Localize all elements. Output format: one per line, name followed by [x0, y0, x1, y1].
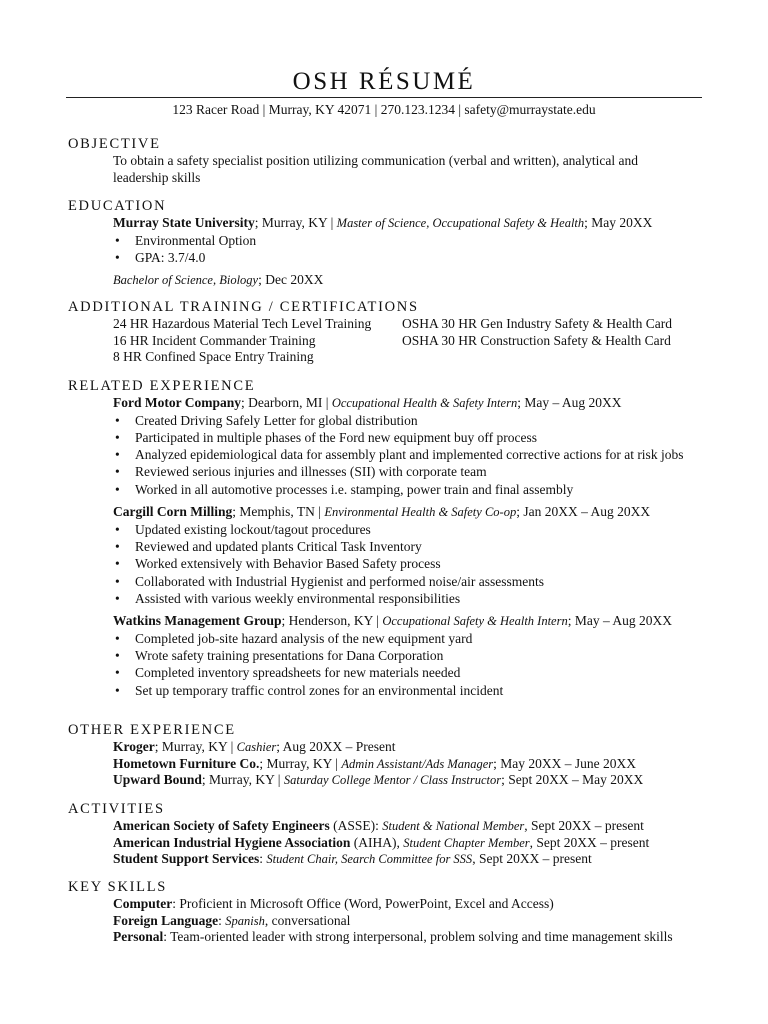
activity-abbr: (AIHA), [350, 834, 404, 850]
certification-item: OSHA 30 HR Construction Safety & Health Card [402, 332, 671, 348]
job-bullet: • Reviewed serious injuries and illnesses (SII) with corporate team [113, 463, 718, 480]
activity-dates: , Sept 20XX – present [529, 834, 650, 850]
other-item-role: Cashier [236, 740, 277, 754]
job-header [113, 395, 718, 412]
activity-item [113, 851, 718, 868]
job-role: Environmental Health & Safety Co-op [324, 505, 517, 520]
other-item-role: Saturday College Mentor / Class Instructor [283, 773, 502, 788]
page-title: OSH RÉSUMÉ [292, 68, 476, 95]
skill-text: , conversational [264, 912, 351, 928]
experience-section [68, 377, 718, 699]
job-location: ; Memphis, TN | [232, 504, 325, 520]
education-bullet: • GPA: 3.7/4.0 [113, 249, 718, 266]
education-heading: EDUCATION [68, 198, 167, 214]
job-dates: ; May – Aug 20XX [517, 395, 622, 410]
experience-heading: RELATED EXPERIENCE [68, 378, 256, 394]
skill-language [113, 913, 718, 930]
other-item-dates: ; May 20XX – June 20XX [493, 755, 637, 771]
activity-role: Student Chapter Member [403, 835, 530, 850]
job-bullet: • Collaborated with Industrial Hygienist and performed noise/air assessments [113, 573, 718, 590]
other-item-location: ; Murray, KY | [201, 772, 284, 788]
job-company: Cargill Corn Milling [113, 504, 233, 520]
skill-label: Computer [113, 896, 173, 911]
other-item [113, 756, 718, 773]
job-company: Watkins Management Group [113, 613, 282, 629]
other-item-name: Kroger [113, 739, 155, 754]
degree-title: Master of Science, Occupational Safety & Health [336, 216, 585, 230]
job-role: Occupational Health & Safety Intern [331, 396, 518, 410]
other-item-name: Upward Bound [113, 772, 202, 788]
activity-role: Student Chair, Search Committee for SSS [266, 852, 473, 867]
job-bullet: • Reviewed and updated plants Critical Task Inventory [113, 538, 718, 555]
certification-item: OSHA 30 HR Gen Industry Safety & Health Card [402, 316, 672, 331]
training-section [68, 298, 718, 366]
education-bullet: • Environmental Option [113, 232, 718, 249]
activity-name: American Society of Safety Engineers [113, 818, 330, 833]
skill-label: Foreign Language [113, 912, 219, 928]
activity-item [113, 835, 718, 852]
job-bullet: • Worked extensively with Behavior Based Safety process [113, 555, 718, 572]
job-bullet: • Updated existing lockout/tagout procedures [113, 521, 718, 538]
job-header [113, 504, 718, 521]
job-bullet: • Assisted with various weekly environmental responsibilities [113, 590, 718, 607]
other-item-dates: ; Sept 20XX – May 20XX [501, 772, 644, 788]
contact-line: 123 Racer Road | Murray, KY 42071 | 270.123.1234 | safety@murraystate.edu [172, 102, 596, 117]
activities-heading: ACTIVITIES [68, 801, 165, 817]
other-item-name: Hometown Furniture Co. [113, 755, 260, 771]
objective-line-2: leadership skills [113, 169, 201, 185]
skill-text: : Team-oriented leader with strong interpersonal, problem solving and time management skills [163, 929, 673, 945]
other-item [113, 772, 718, 789]
job-dates: ; Jan 20XX – Aug 20XX [516, 504, 651, 520]
skill-language-value: Spanish [225, 913, 265, 928]
training-heading: ADDITIONAL TRAINING / CERTIFICATIONS [68, 299, 419, 315]
bachelor-degree: Bachelor of Science, Biology [113, 273, 259, 288]
other-item-role: Admin Assistant/Ads Manager [341, 756, 494, 771]
school-location: ; Murray, KY | [254, 215, 337, 230]
bachelor-entry [113, 272, 718, 289]
activity-name: Student Support Services [113, 851, 260, 867]
job-role: Occupational Safety & Health Intern [382, 614, 568, 629]
other-item-dates: ; Aug 20XX – Present [276, 739, 396, 754]
skill-separator: : [218, 912, 226, 928]
activity-dates: , Sept 20XX – present [524, 818, 644, 833]
objective-line-1: To obtain a safety specialist position utilizing communication (verbal and written), analytical and [113, 153, 639, 168]
skill-computer [113, 896, 718, 913]
skills-heading: KEY SKILLS [68, 879, 168, 895]
job-bullet: • Set up temporary traffic control zones for an environmental incident [113, 682, 718, 699]
job-location: ; Henderson, KY | [281, 613, 383, 629]
other-item-location: ; Murray, KY | [259, 755, 342, 771]
objective-heading: OBJECTIVE [68, 136, 161, 152]
degree-date: ; May 20XX [584, 215, 653, 230]
activity-name: American Industrial Hygiene Association [113, 834, 351, 850]
job-bullet: • Participated in multiple phases of the Ford new equipment buy off process [113, 429, 718, 446]
title-divider [66, 97, 702, 98]
other-item [113, 739, 718, 756]
skill-text: : Proficient in Microsoft Office (Word, PowerPoint, Excel and Access) [172, 896, 554, 911]
objective-section [68, 135, 718, 186]
education-entry [113, 215, 718, 232]
job-bullet: • Completed inventory spreadsheets for new materials needed [113, 664, 718, 681]
job-bullet: • Worked in all automotive processes i.e. stamping, power train and final assembly [113, 481, 718, 498]
job-bullet: • Wrote safety training presentations for Dana Corporation [113, 647, 718, 664]
training-item: 24 HR Hazardous Material Tech Level Training [113, 316, 372, 331]
activities-section [68, 800, 718, 868]
skill-label: Personal [113, 929, 164, 945]
school-name: Murray State University [113, 215, 255, 230]
training-item: 8 HR Confined Space Entry Training [113, 349, 314, 365]
job-company: Ford Motor Company [113, 395, 241, 410]
job-bullet: • Completed job-site hazard analysis of the new equipment yard [113, 630, 718, 647]
job-bullet: • Analyzed epidemiological data for assembly plant and implemented corrective actions for at risk jobs [113, 446, 718, 463]
activity-item [113, 818, 718, 835]
skills-section [68, 878, 718, 946]
activity-role: Student & National Member [382, 819, 525, 833]
other-experience-section [68, 721, 718, 789]
job-dates: ; May – Aug 20XX [567, 613, 672, 629]
other-item-location: ; Murray, KY | [154, 739, 237, 754]
other-experience-heading: OTHER EXPERIENCE [68, 722, 236, 738]
activity-abbr: : [259, 851, 267, 867]
skill-personal [113, 929, 718, 946]
activity-abbr: (ASSE): [329, 818, 383, 833]
job-header [113, 613, 718, 630]
activity-dates: , Sept 20XX – present [472, 851, 592, 867]
job-location: ; Dearborn, MI | [241, 395, 332, 410]
training-item: 16 HR Incident Commander Training [113, 332, 316, 348]
job-bullet: • Created Driving Safely Letter for global distribution [113, 412, 718, 429]
bachelor-date: ; Dec 20XX [258, 272, 324, 288]
education-section [68, 197, 718, 289]
